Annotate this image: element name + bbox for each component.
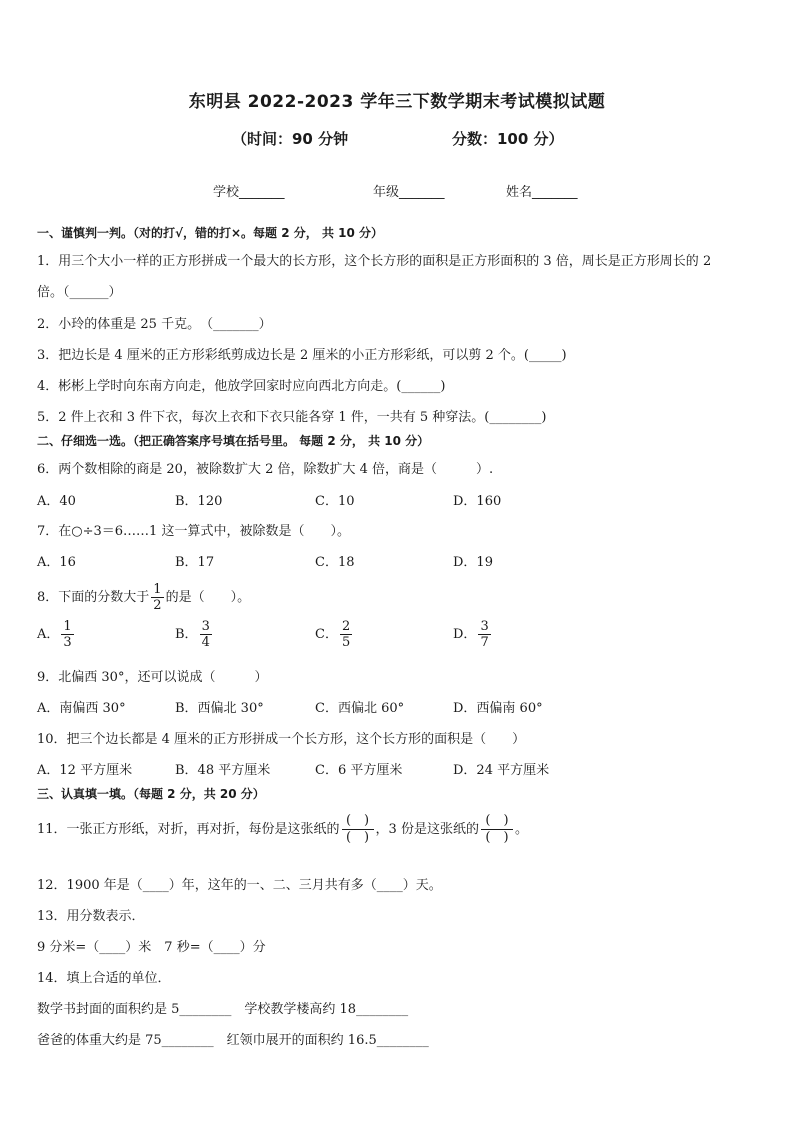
exam-title: 东明县 2022-2023 学年三下数学期末考试模拟试题 (188, 92, 606, 112)
q9-option-a: A．南偏西 30° (37, 701, 126, 716)
q11-blank-fraction-2 (481, 813, 513, 846)
question-9: 9．北偏西 30°，还可以说成（ ） (37, 670, 268, 685)
q6-option-a: A．40 (37, 494, 76, 509)
q6-option-c: C．10 (315, 494, 355, 509)
q8-option-d (453, 619, 493, 650)
q8-option-b-label: B． (175, 627, 198, 642)
q10-option-a: A．12 平方厘米 (37, 763, 133, 778)
question-13-line: 9 分米=（____）米 7 秒=（____）分 (37, 940, 266, 955)
q8-fraction (151, 582, 163, 613)
question-1: 1．用三个大小一样的正方形拼成一个最大的长方形，这个长方形的面积是正方形面积的 3 倍，周长是正方形周长的 2 (37, 254, 712, 269)
question-11 (37, 813, 528, 846)
q11-text-post: 。 (514, 822, 528, 837)
q11-blank-2-num: ( ) (481, 813, 513, 830)
q10-option-d: D．24 平方厘米 (453, 763, 550, 778)
q8-option-a-fraction (61, 619, 73, 650)
q6-option-d: D．160 (453, 494, 502, 509)
q11-text-mid: ，3 份是这张纸的 (375, 822, 479, 837)
question-3: 3．把边长是 4 厘米的正方形彩纸剪成边长是 2 厘米的小正方形彩纸，可以剪 2 个。(_____) (37, 348, 567, 363)
q7-option-c: C．18 (315, 555, 355, 570)
q7-option-d: D．19 (453, 555, 493, 570)
question-12: 12．1900 年是（____）年，这年的一、二、三月共有多（____）天。 (37, 878, 442, 893)
q8-option-d-label: D． (453, 627, 477, 642)
q8-text-pre: 8．下面的分数大于 (37, 590, 150, 605)
q9-option-c: C．西偏北 60° (315, 701, 405, 716)
q8-option-a-num: 1 (63, 619, 72, 634)
section-2-header: 二、仔细选一选。（把正确答案序号填在括号里。 每题 2 分， 共 10 分） (37, 434, 430, 448)
total-score: 分数：100 分） (452, 130, 564, 148)
q8-option-d-num: 3 (480, 619, 489, 634)
q11-text-pre: 11．一张正方形纸，对折，再对折，每份是这张纸的 (37, 822, 340, 837)
question-6: 6．两个数相除的商是 20，被除数扩大 2 倍，除数扩大 4 倍，商是（ ）. (37, 462, 494, 477)
question-14-line-2: 爸爸的体重大约是 75________ 红领巾展开的面积约 16.5________ (37, 1033, 429, 1048)
q8-option-c-fraction (340, 619, 352, 650)
q6-option-b: B．120 (175, 494, 223, 509)
question-10: 10．把三个边长都是 4 厘米的正方形拼成一个长方形，这个长方形的面积是（ ） (37, 732, 526, 747)
q8-fraction-num: 1 (153, 582, 162, 597)
q7-option-a: A．16 (37, 555, 76, 570)
q8-option-c-label: C． (315, 627, 338, 642)
question-4: 4．彬彬上学时向东南方向走，他放学回家时应向西北方向走。(______) (37, 379, 446, 394)
section-1-header: 一、谨慎判一判。（对的打√，错的打×。每题 2 分， 共 10 分） (37, 226, 383, 240)
q8-fraction-den: 2 (153, 598, 162, 613)
school-field: 学校_______ (213, 185, 285, 200)
q11-blank-fraction-1 (342, 813, 374, 846)
time-limit: （时间：90 分钟 (232, 130, 349, 148)
question-14: 14．填上合适的单位． (37, 971, 171, 986)
q8-option-d-den: 7 (480, 635, 489, 650)
question-1-cont: 倍。（______） (37, 285, 122, 300)
q10-option-c: C．6 平方厘米 (315, 763, 403, 778)
q8-option-d-fraction (478, 619, 490, 650)
q10-option-b: B．48 平方厘米 (175, 763, 271, 778)
q8-option-b-fraction (200, 619, 212, 650)
question-2: 2．小玲的体重是 25 千克。 （_______） (37, 317, 272, 332)
question-7: 7．在○÷3＝6……1 这一算式中，被除数是（ ）。 (37, 524, 350, 539)
q8-option-c (315, 619, 354, 650)
q8-option-c-num: 2 (341, 619, 351, 634)
q11-blank-1-num: ( ) (342, 813, 374, 830)
q9-option-d: D．西偏南 60° (453, 701, 543, 716)
question-5: 5．2 件上衣和 3 件下衣，每次上衣和下衣只能各穿 1 件，一共有 5 种穿法。(________) (37, 410, 547, 425)
section-3-header: 三、认真填一填。（每题 2 分，共 20 分） (37, 787, 265, 801)
q8-option-a (37, 619, 76, 650)
q8-option-a-label: A． (37, 627, 60, 642)
q7-option-b: B．17 (175, 555, 215, 570)
q8-text-post: 的是（ ）。 (165, 590, 251, 605)
q8-option-b-num: 3 (201, 619, 210, 634)
q8-option-c-den: 5 (341, 635, 351, 650)
question-14-line-1: 数学书封面的面积约是 5________ 学校教学楼高约 18________ (37, 1002, 409, 1017)
question-13: 13．用分数表示． (37, 909, 145, 924)
q9-option-b: B．西偏北 30° (175, 701, 264, 716)
q8-option-b-den: 4 (201, 635, 210, 650)
grade-field: 年级_______ (373, 185, 445, 200)
q11-blank-2-den: ( ) (485, 830, 509, 845)
q11-blank-1-den: ( ) (345, 830, 370, 845)
q8-option-a-den: 3 (63, 635, 72, 650)
question-8 (37, 582, 250, 613)
name-field: 姓名_______ (506, 185, 578, 200)
q8-option-b (175, 619, 214, 650)
